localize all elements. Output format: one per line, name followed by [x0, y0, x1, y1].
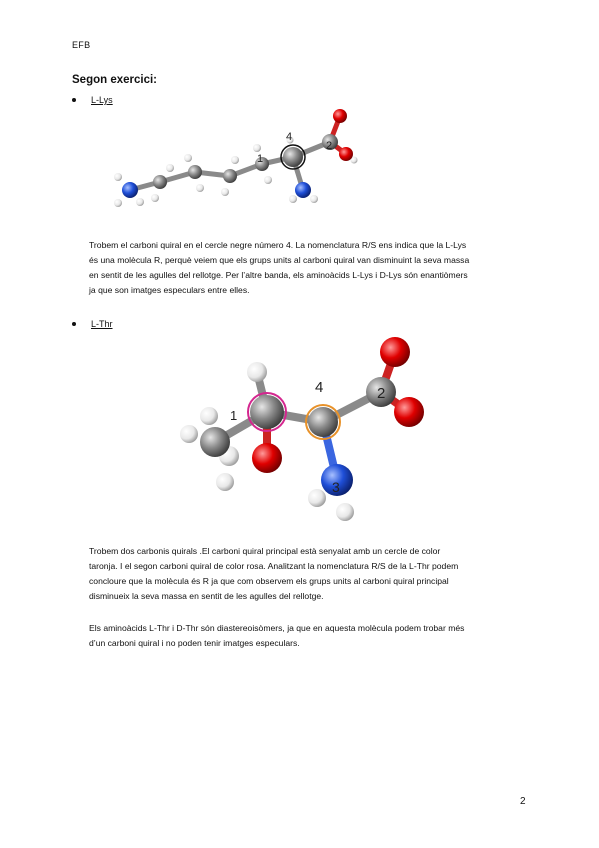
thr-conclusion-line-1: Els aminoàcids L-Thr i D-Thr són diastereoisòmers, ja que en aquesta molècula podem trobar més	[89, 623, 465, 633]
thr-label-2: 2	[377, 385, 386, 402]
thr-conclusion-paragraph	[89, 621, 529, 651]
bullet-icon	[72, 322, 76, 326]
lys-paragraph	[89, 238, 529, 298]
lys-chiral-carbon	[283, 147, 303, 167]
bullet-l-thr	[72, 319, 113, 329]
bullet-icon	[72, 98, 76, 102]
lys-line-3: en sentit de les agulles del rellotge. Per l’altre banda, els aminoàcids L-Lys i D-Lys són enantiòmers	[89, 270, 468, 280]
thr-methyl-carbon	[200, 427, 230, 457]
page-number: 2	[520, 796, 526, 807]
thr-line-3: concloure que la molècula és R ja que com observem els grups units al carboni quiral principal	[89, 576, 449, 586]
thr-alpha-carbon	[308, 407, 338, 437]
lys-label-2: 2	[326, 140, 333, 152]
thr-oxygen-1	[380, 337, 410, 367]
thr-oxygen-2	[394, 397, 424, 427]
thr-hydroxyl-oxygen	[252, 443, 282, 473]
lysine-ball-stick-model	[100, 102, 370, 222]
lys-label-1: 1	[257, 153, 264, 165]
section-title: Segon exercici:	[72, 74, 158, 86]
thr-beta-carbon	[250, 395, 284, 429]
lys-line-4: ja que son imatges especulars entre elles.	[89, 285, 250, 295]
thr-line-4: disminueix la seva massa en sentit de les agulles del rellotge.	[89, 591, 324, 601]
lys-line-1: Trobem el carboni quiral en el cercle negre número 4. La nomenclatura R/S ens indica que la L-Lys	[89, 240, 467, 250]
lys-alpha-nitrogen	[295, 182, 311, 198]
lys-line-2: és una molècula R, perquè veiem que els grups units al carboni quiral van disminuint la seva massa	[89, 255, 470, 265]
thr-label-1: 1	[230, 408, 238, 423]
lys-oxygen-2	[339, 147, 353, 161]
lys-amine-nitrogen	[122, 182, 138, 198]
thr-label-3: 3	[332, 479, 340, 495]
bullet-label-thr: L-Thr	[91, 319, 113, 329]
threonine-ball-stick-model	[145, 330, 445, 530]
thr-label-4: 4	[315, 379, 324, 396]
lys-label-4: 4	[286, 131, 293, 143]
lys-oxygen-1	[333, 109, 347, 123]
thr-line-1: Trobem dos carbonis quirals .El carboni quiral principal està senyalat amb un cercle de color	[89, 546, 441, 556]
thr-paragraph	[89, 544, 529, 604]
page-header: EFB	[72, 40, 91, 50]
bullet-label-lys: L-Lys	[91, 95, 113, 105]
thr-line-2: taronja. I el segon carboni quiral de color rosa. Analitzant la nomenclatura R/S de la L-Thr podem	[89, 561, 459, 571]
thr-conclusion-line-2: d’un carboni quiral i no poden tenir imatges especulars.	[89, 638, 300, 648]
